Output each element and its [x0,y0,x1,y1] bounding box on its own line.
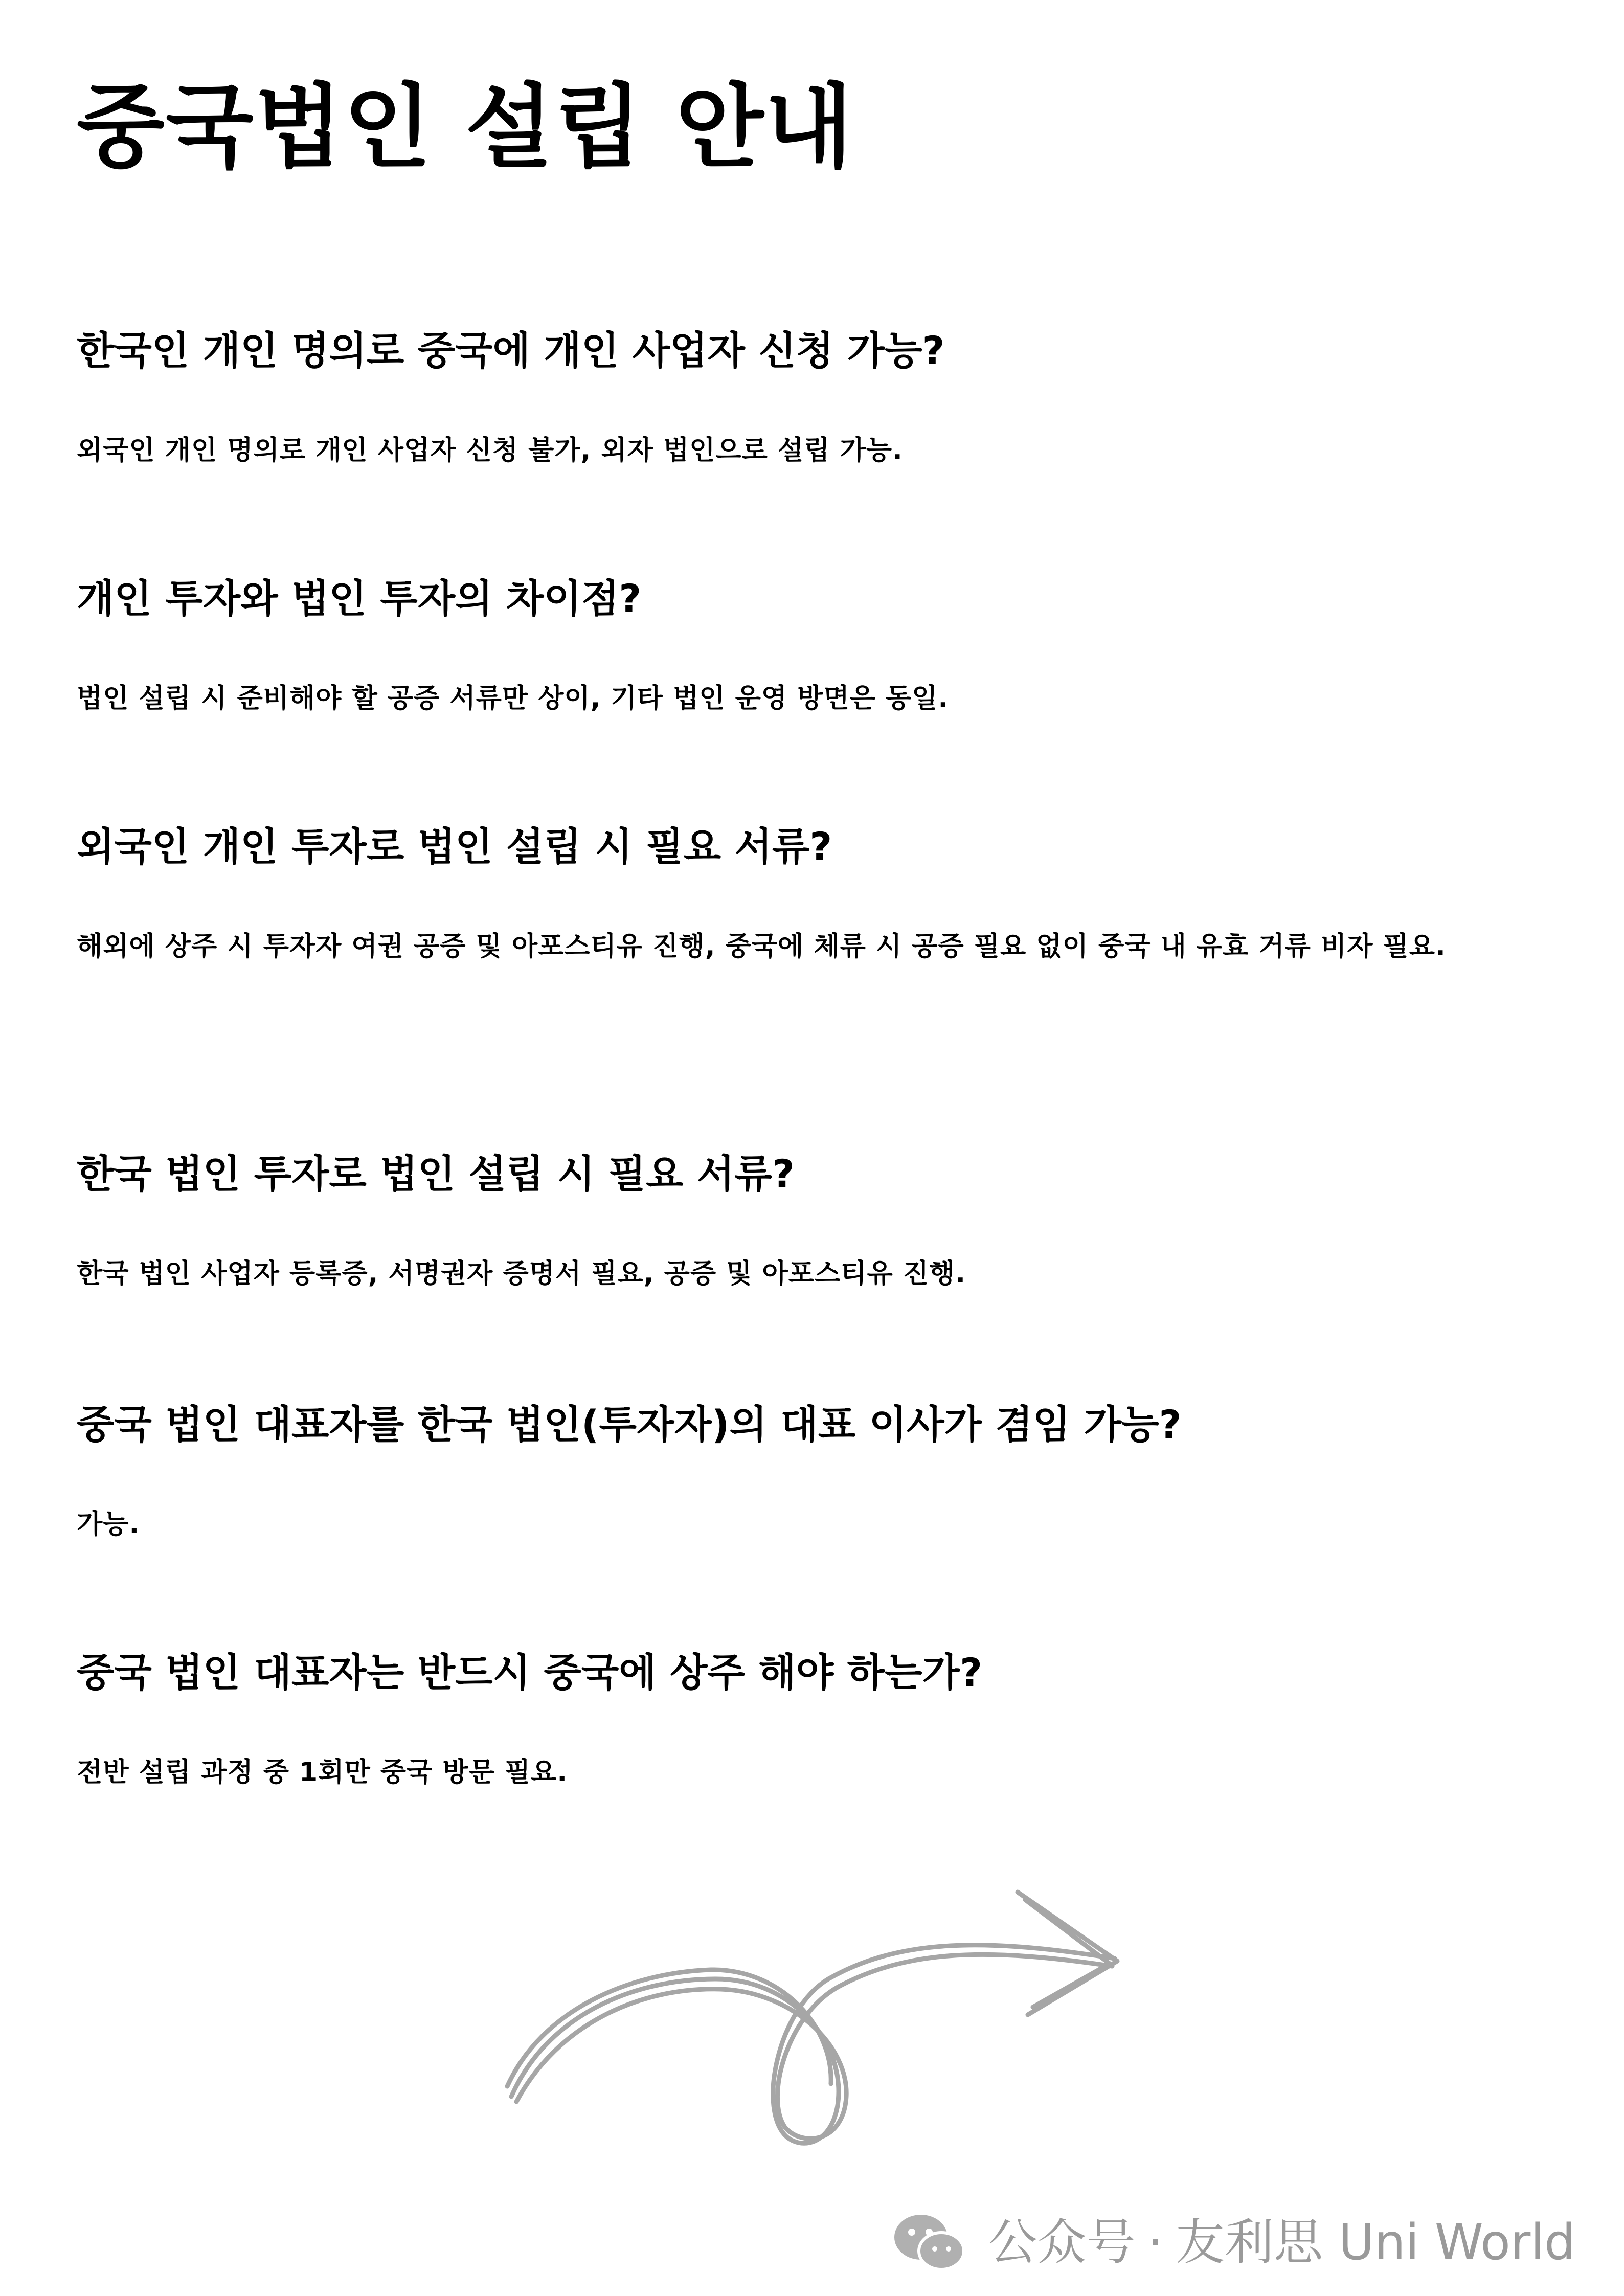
faq-answer: 전반 설립 과정 중 1회만 중국 방문 필요. [77,1757,568,1788]
faq-question: 외국인 개인 투자로 법인 설립 시 필요 서류? [77,824,832,869]
faq-answer: 가능. [77,1509,140,1540]
page-title: 중국법인 설립 안내 [77,74,854,180]
faq-item-4 [77,1151,1549,1315]
watermark-separator: · [1147,2214,1164,2271]
faq-answer: 한국 법인 사업자 등록증, 서명권자 증명서 필요, 공증 및 아포스티유 진행. [77,1258,966,1290]
faq-item-3 [77,823,1549,987]
watermark [891,2209,1575,2276]
faq-question: 중국 법인 대표자를 한국 법인(투자자)의 대표 이사가 겸임 가능? [77,1402,1182,1447]
faq-question: 개인 투자와 법인 투자의 차이점? [77,576,642,621]
faq-question: 한국 법인 투자로 법인 설립 시 필요 서류? [77,1151,795,1197]
faq-item-1 [77,327,1549,491]
watermark-account: 友利思 Uni World [1176,2214,1575,2271]
faq-answer: 법인 설립 시 준비해야 할 공증 서류만 상이, 기타 법인 운영 방면은 동일. [77,683,949,714]
faq-answer: 해외에 상주 시 투자자 여권 공증 및 아포스티유 진행, 중국에 체류 시 공증 필요 없이 중국 내 유효 거류 비자 필요. [77,931,1446,962]
faq-item-2 [77,575,1549,739]
faq-question: 중국 법인 대표자는 반드시 중국에 상주 해야 하는가? [77,1650,983,1695]
faq-question: 한국인 개인 명의로 중국에 개인 사업자 신청 가능? [77,328,945,373]
faq-item-6 [77,1649,1549,1813]
curly-arrow-icon [501,1882,1145,2160]
faq-answer: 외국인 개인 명의로 개인 사업자 신청 불가, 외자 법인으로 설립 가능. [77,435,903,466]
wechat-icon [891,2209,968,2276]
faq-item-5 [77,1401,1549,1565]
watermark-platform: 公众号 [988,2214,1136,2271]
